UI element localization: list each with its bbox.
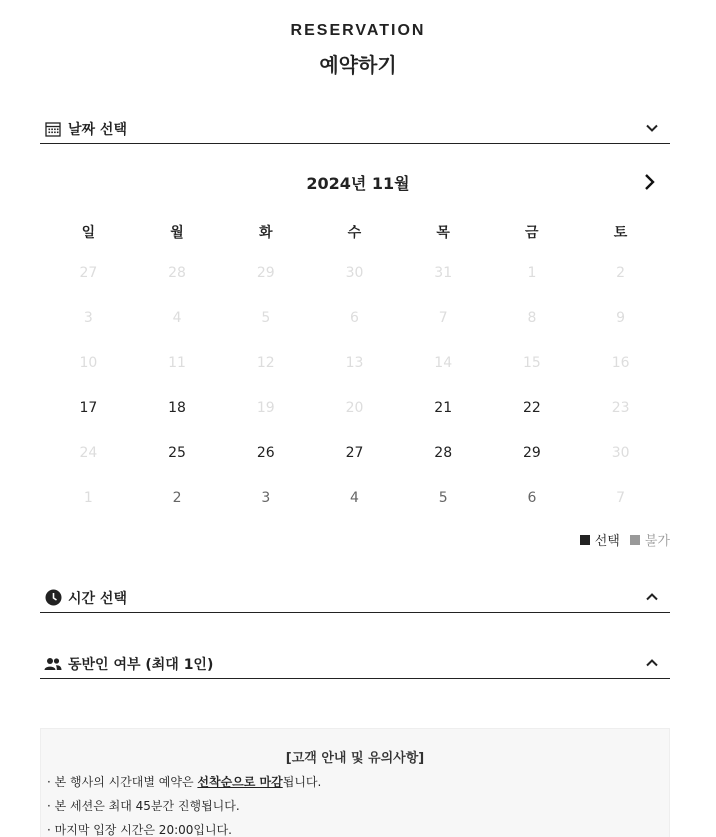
notice-highlight: 선착순으로 마감 <box>197 775 283 789</box>
notice-text: · 본 행사의 시간대별 예약은 <box>47 775 198 789</box>
weekday-label: 화 <box>258 225 273 241</box>
legend-label: 선택 <box>594 534 620 549</box>
weekday-label: 금 <box>525 225 539 241</box>
calendar-day: 5 <box>261 310 271 326</box>
weekday-label: 수 <box>347 225 362 241</box>
calendar-day: 7 <box>616 490 626 506</box>
legend-label: 불가 <box>644 534 670 549</box>
calendar-day: 16 <box>611 355 630 371</box>
calendar-day[interactable]: 17 <box>79 400 98 416</box>
calendar-day: 31 <box>434 265 453 281</box>
calendar-day: 24 <box>79 445 98 461</box>
calendar-day[interactable]: 22 <box>523 400 541 416</box>
weekday-label: 월 <box>170 225 184 241</box>
date-section-label: 날짜 선택 <box>68 121 127 138</box>
legend-item-unavailable <box>630 530 670 549</box>
calendar-day: 2 <box>172 490 182 506</box>
calendar-day: 29 <box>256 265 275 281</box>
calendar-day: 5 <box>438 490 448 506</box>
page-title: 예약하기 <box>319 53 397 77</box>
legend-swatch <box>630 535 640 545</box>
clock-icon <box>44 589 62 607</box>
calendar-day: 7 <box>438 310 448 326</box>
weekday-label: 토 <box>613 225 628 241</box>
calendar-day[interactable]: 26 <box>256 445 275 461</box>
calendar-day: 1 <box>527 265 537 281</box>
date-section-header[interactable] <box>40 114 670 144</box>
calendar-day[interactable]: 28 <box>434 445 453 461</box>
calendar-day: 4 <box>350 490 359 506</box>
weekday-header <box>44 222 665 242</box>
page-title-en: RESERVATION <box>290 22 426 39</box>
notice-text: 됩니다. <box>282 775 322 789</box>
chevron-up-icon[interactable] <box>644 589 660 605</box>
calendar-day[interactable]: 21 <box>434 400 453 416</box>
notice-list <box>47 773 321 837</box>
calendar-day: 27 <box>79 265 98 281</box>
calendar-day: 3 <box>83 310 93 326</box>
calendar-day: 13 <box>345 355 364 371</box>
time-section-header[interactable] <box>40 583 670 613</box>
calendar-day: 3 <box>261 490 271 506</box>
calendar-day: 28 <box>168 265 186 281</box>
calendar-grid <box>44 263 665 533</box>
calendar-day: 19 <box>256 400 275 416</box>
calendar-day: 2 <box>616 265 626 281</box>
time-section-label: 시간 선택 <box>68 590 127 607</box>
companion-section-label: 동반인 여부 (최대 1인) <box>68 656 214 673</box>
calendar-day: 11 <box>168 355 186 371</box>
calendar-icon <box>44 120 62 138</box>
calendar-day: 30 <box>345 265 364 281</box>
legend-swatch <box>580 535 590 545</box>
chevron-down-icon[interactable] <box>644 120 660 136</box>
calendar-day: 30 <box>611 445 630 461</box>
legend-item-selected <box>580 530 620 549</box>
calendar-legend <box>570 530 670 549</box>
calendar-day: 14 <box>434 355 453 371</box>
chevron-up-icon[interactable] <box>644 655 660 671</box>
calendar-day: 12 <box>256 355 275 371</box>
notice-item <box>47 773 321 797</box>
calendar-day[interactable]: 29 <box>523 445 541 461</box>
notice-box <box>40 728 670 837</box>
calendar-day: 8 <box>527 310 537 326</box>
chevron-right-icon <box>640 172 660 192</box>
notice-title: [고객 안내 및 유의사항] <box>285 751 425 766</box>
calendar-day: 9 <box>616 310 626 326</box>
weekday-label: 일 <box>81 225 96 241</box>
next-month-button[interactable] <box>640 172 660 192</box>
calendar-day: 20 <box>345 400 364 416</box>
calendar-day: 1 <box>83 490 93 506</box>
calendar-month-label: 2024년 11월 <box>306 174 410 193</box>
notice-text: · 마지막 입장 시간은 20:00입니다. <box>47 823 232 837</box>
calendar-day[interactable]: 25 <box>168 445 186 461</box>
calendar-day: 23 <box>611 400 630 416</box>
calendar-day[interactable]: 27 <box>345 445 364 461</box>
calendar-day: 6 <box>350 310 359 326</box>
calendar-day: 6 <box>527 490 537 506</box>
notice-item <box>47 797 321 821</box>
calendar-day: 15 <box>523 355 541 371</box>
calendar-day: 10 <box>79 355 98 371</box>
weekday-label: 목 <box>436 225 450 241</box>
calendar-day: 4 <box>172 310 182 326</box>
notice-item <box>47 821 321 837</box>
calendar-day[interactable]: 18 <box>168 400 186 416</box>
notice-text: · 본 세션은 최대 45분간 진행됩니다. <box>47 799 240 813</box>
companion-section-header[interactable] <box>40 649 670 679</box>
people-icon <box>44 655 62 673</box>
